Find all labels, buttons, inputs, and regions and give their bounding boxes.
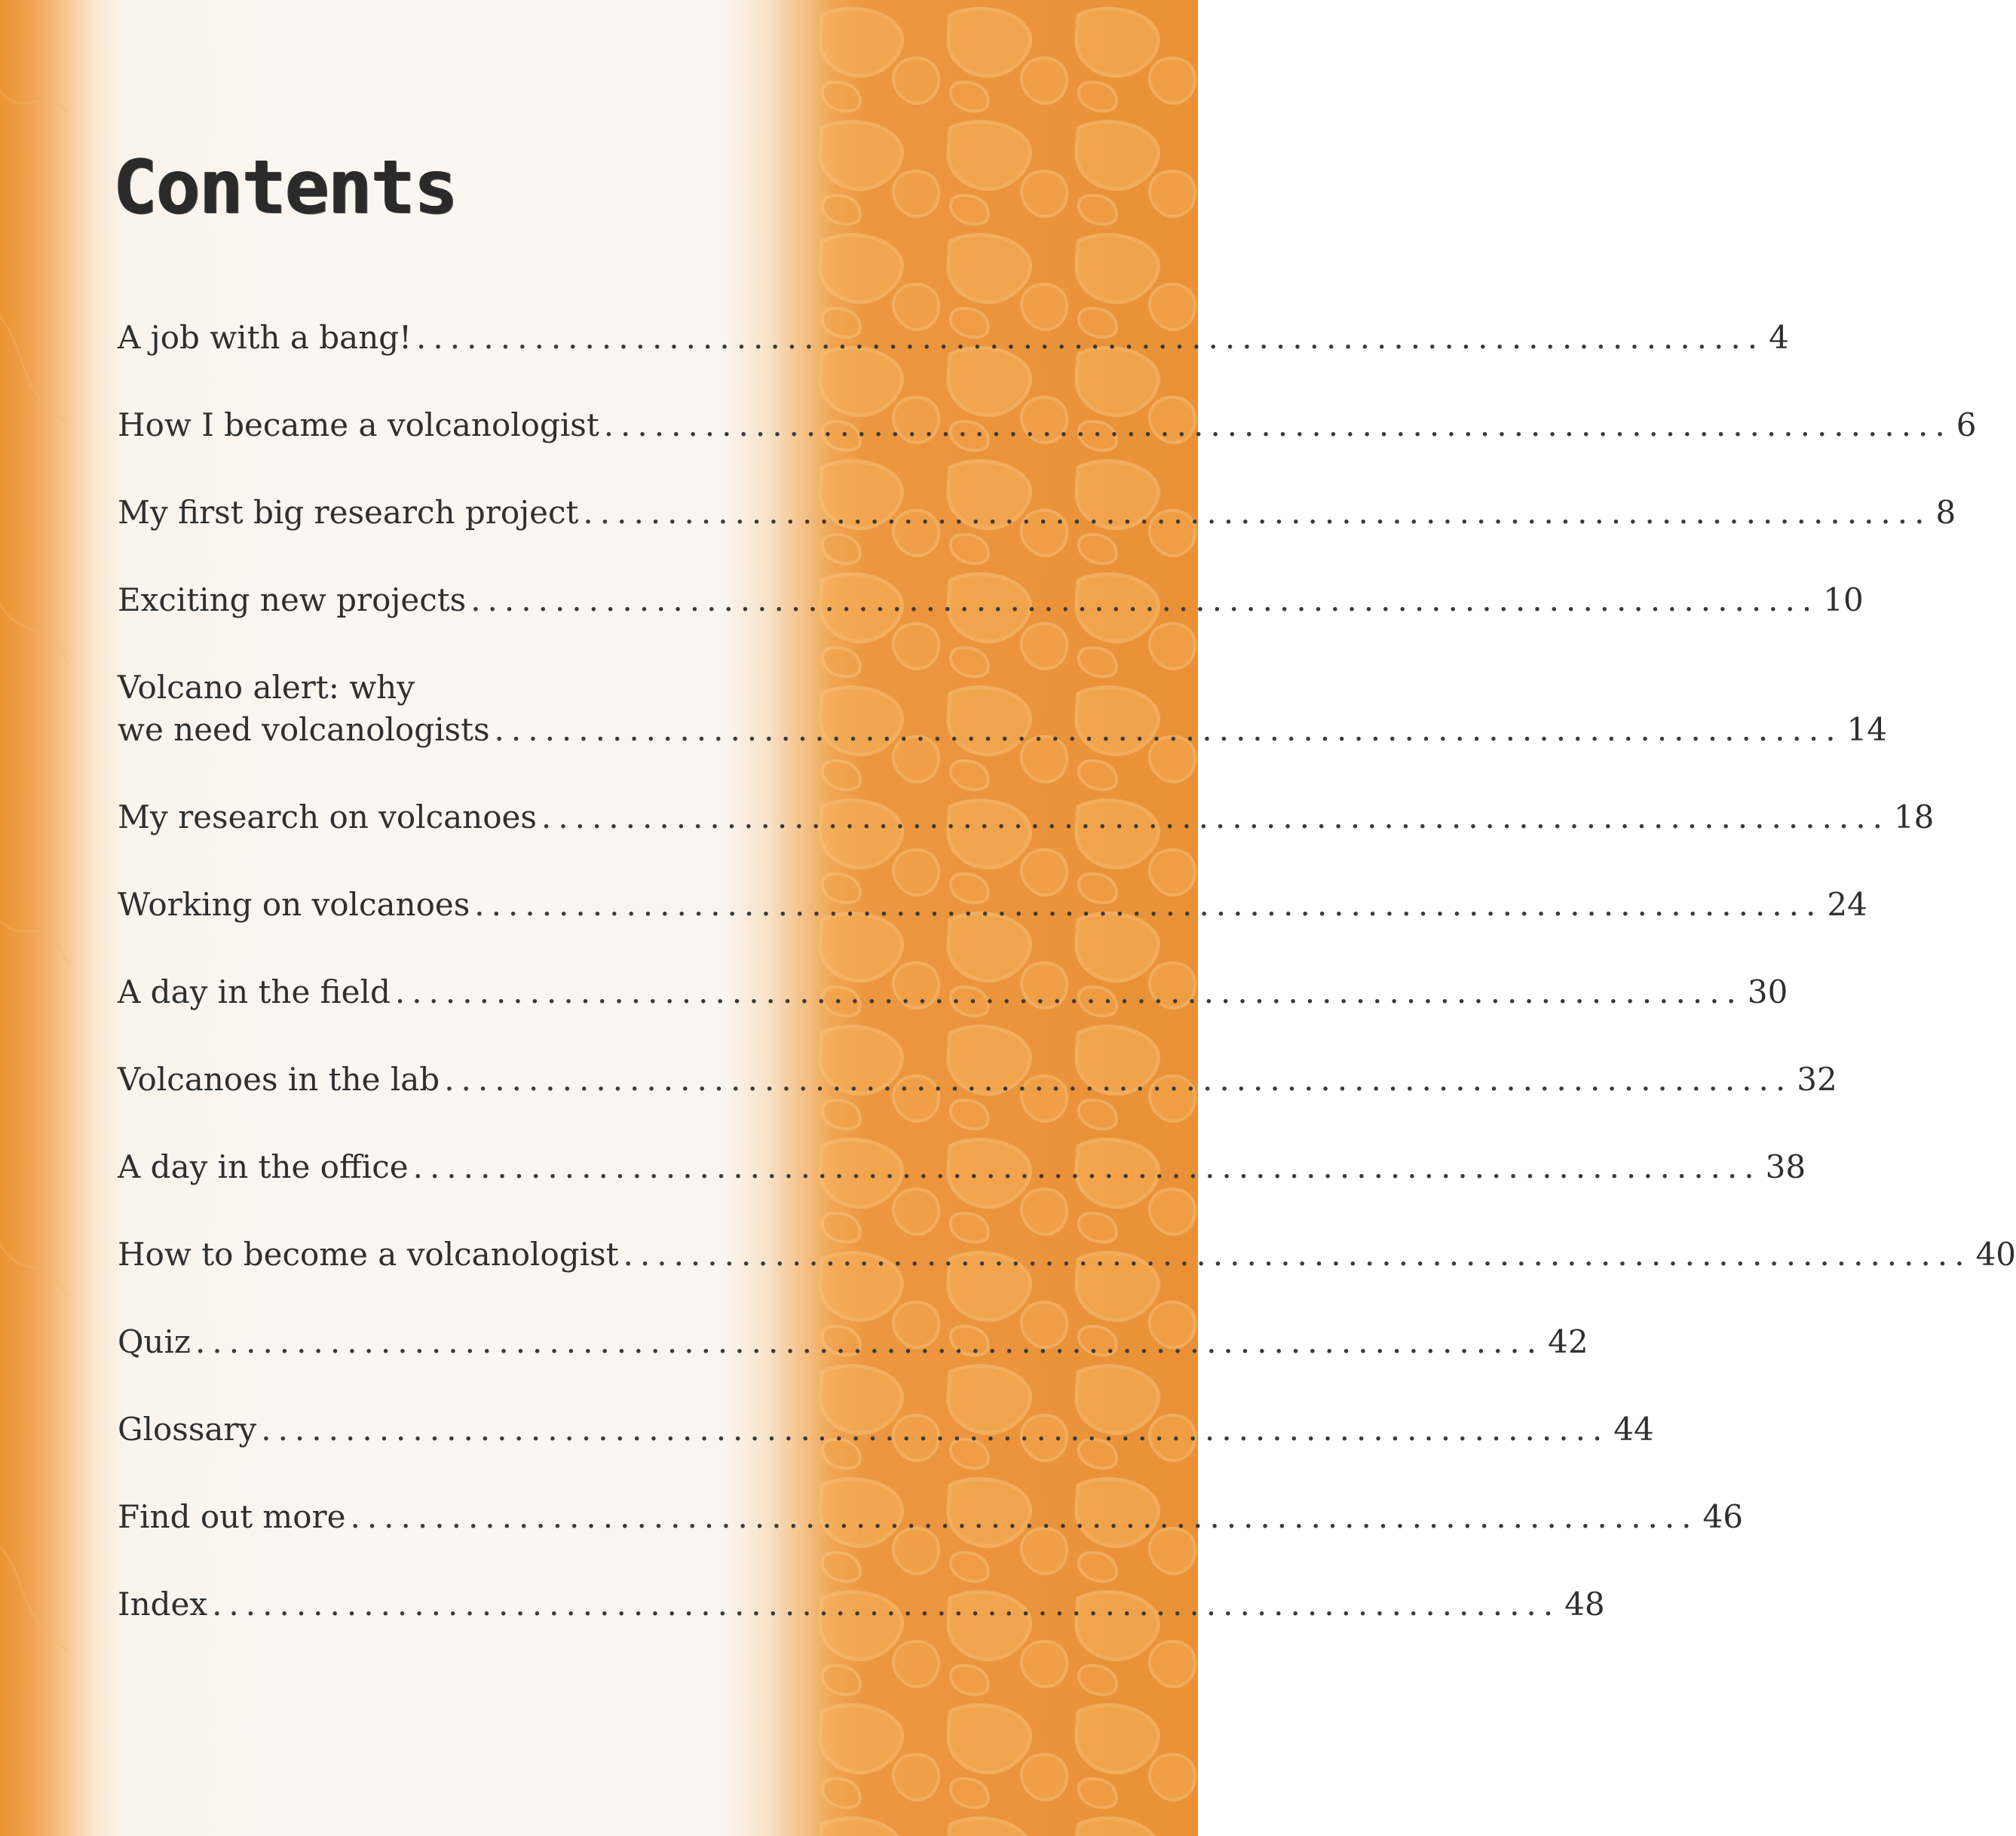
toc-entry (118, 1496, 1743, 1538)
toc-leader-dots: ................................................................................ (603, 406, 1952, 443)
toc-entry-title: My research on volcanoes (118, 798, 537, 835)
toc-leader-dots: ................................................................................ (394, 973, 1743, 1010)
toc-page-number: 4 (1769, 319, 1789, 356)
toc-entry-title: Find out more (118, 1498, 346, 1535)
toc-leader-dots: ................................................................................ (350, 1498, 1699, 1535)
toc-entry-title: Working on volcanoes (118, 886, 470, 923)
toc-page-number: 6 (1956, 406, 1977, 443)
toc-page-number: 10 (1823, 581, 1864, 618)
toc-entry-title: Quiz (118, 1323, 191, 1360)
toc-page-number: 48 (1564, 1586, 1605, 1623)
toc-entry (118, 492, 1956, 534)
toc-page-number: 8 (1935, 494, 1956, 531)
toc-entry (118, 1146, 1806, 1188)
toc-page-number: 24 (1827, 886, 1867, 923)
toc-entry (118, 404, 1977, 446)
toc-leader-dots: ................................................................................ (494, 711, 1843, 748)
toc-page-number: 32 (1797, 1061, 1837, 1098)
toc-page-number: 46 (1702, 1498, 1743, 1535)
toc-page-number: 30 (1747, 973, 1788, 1010)
toc-entry-title: How I became a volcanologist (118, 406, 599, 443)
toc-entry (118, 796, 1935, 838)
toc-entry (118, 1408, 1654, 1451)
toc-leader-dots: ................................................................................ (416, 319, 1765, 356)
toc-entry (118, 667, 1888, 751)
toc-leader-dots: ................................................................................ (541, 798, 1889, 835)
toc-entry (118, 971, 1788, 1013)
toc-page-number: 38 (1765, 1148, 1806, 1185)
toc-entry-title: Volcanoes in the lab (118, 1061, 440, 1098)
toc-leader-dots: ................................................................................ (412, 1148, 1761, 1185)
toc-entry (118, 317, 1789, 359)
toc-entry-title: How to become a volcanologist (118, 1236, 619, 1273)
toc-leader-dots: ................................................................................ (444, 1061, 1793, 1098)
toc-entry (118, 1583, 1605, 1626)
toc-entry-title: Glossary (118, 1411, 257, 1448)
toc-entry-title: A job with a bang! (118, 319, 412, 356)
toc-entry (118, 1234, 2016, 1276)
toc-leader-dots: ................................................................................ (474, 886, 1823, 923)
toc-page-number: 44 (1613, 1411, 1654, 1448)
toc-leader-dots: ................................................................................ (212, 1586, 1561, 1623)
toc-leader-dots: ................................................................................ (623, 1236, 1972, 1273)
page-title: Contents (113, 145, 458, 231)
toc-entry (118, 1059, 1837, 1101)
toc-page-number: 14 (1846, 711, 1888, 748)
toc-leader-dots: ................................................................................ (583, 494, 1932, 531)
toc-entry-title: Index (118, 1586, 208, 1623)
toc-leader-dots: ................................................................................ (195, 1323, 1544, 1360)
toc-entry-title: My first big research project (118, 494, 579, 531)
toc-page-number: 40 (1975, 1236, 2016, 1273)
toc-page-number: 42 (1548, 1323, 1589, 1360)
toc-entry-title: A day in the office (118, 1148, 409, 1185)
toc-entry-title: Exciting new projects (118, 581, 467, 618)
toc-leader-dots: ................................................................................ (470, 581, 1819, 618)
toc-entry (118, 579, 1864, 621)
toc-page-number: 18 (1893, 798, 1935, 835)
toc-entry-title: A day in the field (118, 973, 391, 1010)
toc-entry (118, 884, 1867, 926)
toc-leader-dots: ................................................................................ (261, 1411, 1610, 1448)
toc-entry-title: Volcano alert: why we need volcanologists (118, 669, 490, 748)
marbled-border-left (0, 0, 68, 1836)
toc-entry (118, 1321, 1589, 1363)
